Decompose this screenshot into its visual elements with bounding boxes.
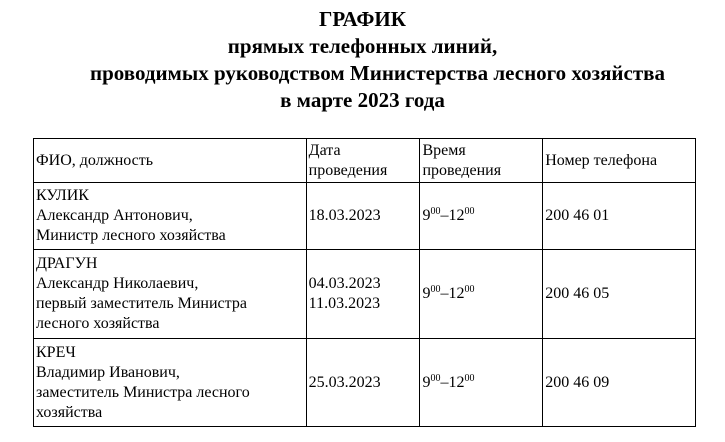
header-name [34,139,307,183]
cell-date [306,250,420,339]
time-start-hour: 9 [422,285,431,302]
table-header-row [34,139,696,183]
header-date-line1: Дата [308,141,341,159]
date-value: 18.03.2023 [308,207,381,224]
header-time [420,139,543,183]
table-row [34,250,696,339]
time-start-hour: 9 [422,207,431,224]
cell-time [420,339,543,427]
title-line-2: прямых телефонных линий, [227,34,498,58]
cell-phone [543,183,696,250]
title-line-4: в марте 2023 года [280,88,445,112]
time-dash: – [440,373,449,391]
header-date [306,139,420,183]
header-phone-label: Номер телефона [545,151,658,169]
document-title [0,6,725,114]
cell-phone [543,339,696,427]
title-line-3: проводимых руководством Министерства лесного хозяйства [89,61,666,85]
header-time-line1: Время [422,141,466,159]
time-start-hour: 9 [422,373,431,391]
header-phone [543,139,696,183]
time-end-minutes: 00 [464,372,475,384]
person-surname: КУЛИК [36,187,89,204]
cell-time [420,183,543,250]
header-name-label: ФИО, должность [36,151,154,169]
cell-date [306,339,420,427]
date-value: 25.03.2023 [308,373,381,391]
person-position: Министр лесного хозяйства [36,227,226,244]
date-value-1: 04.03.2023 [308,275,381,292]
cell-time [420,250,543,339]
person-surname: КРЕЧ [36,343,76,361]
time-dash: – [440,285,449,302]
time-end-minutes: 00 [464,284,475,295]
cell-person [34,339,307,427]
table-row [34,183,696,250]
person-position-line2: хозяйства [36,403,103,421]
person-position-line2: лесного хозяйства [36,315,160,332]
person-position-line1: заместитель Министра лесного [36,383,250,401]
time-end-minutes: 00 [464,206,475,217]
table-row [34,339,696,427]
phone-number: 200 46 09 [545,373,610,391]
header-date-line2: проведения [308,161,388,179]
person-name: Владимир Иванович, [36,363,180,381]
cell-person [34,250,307,339]
time-end-hour: 12 [448,285,465,302]
person-surname: ДРАГУН [36,255,98,272]
time-end-hour: 12 [448,373,465,391]
person-name: Александр Антонович, [36,207,193,224]
phone-number: 200 46 05 [545,285,610,302]
title-line-1: ГРАФИК [319,7,406,31]
header-time-line2: проведения [422,161,502,179]
phone-number: 200 46 01 [545,207,610,224]
time-dash: – [440,207,449,224]
schedule-table [33,138,696,427]
cell-phone [543,250,696,339]
time-start-minutes: 00 [430,372,441,384]
time-end-hour: 12 [448,207,465,224]
person-name: Александр Николаевич, [36,275,199,292]
cell-person [34,183,307,250]
time-start-minutes: 00 [430,284,441,295]
person-position-line1: первый заместитель Министра [36,295,247,312]
date-value-2: 11.03.2023 [308,295,381,312]
cell-date [306,183,420,250]
time-start-minutes: 00 [430,206,441,217]
